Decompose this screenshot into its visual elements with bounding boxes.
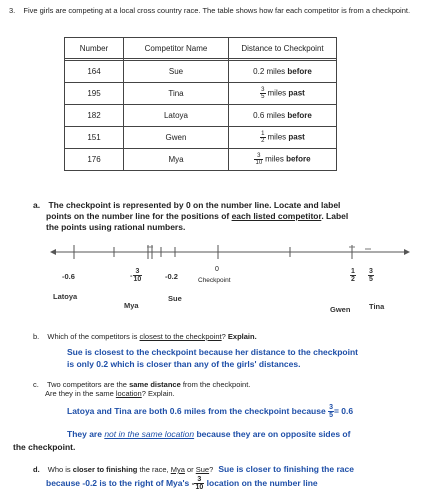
problem-intro-text: Five girls are competing at a local cross country race. The table shows how far each competitor is from a checkpoint.: [23, 6, 411, 15]
part-d-answer-line-2: because -0.2 is to the right of Mya's - $\frac{3}{10}$ location on the number line: [46, 476, 318, 491]
distance-direction: past: [288, 132, 305, 142]
name-mya: Mya: [124, 301, 139, 310]
cell-number: 176: [65, 149, 124, 171]
part-a-question: [33, 200, 413, 233]
distance-text: miles: [267, 132, 289, 142]
problem-intro: [9, 6, 414, 15]
part-letter: b.: [33, 332, 40, 341]
table-row: [65, 83, 337, 105]
part-c-answer-line-2: They are not in the same location because they are on opposite sides of: [67, 429, 351, 439]
cell-number: 164: [65, 61, 124, 83]
fraction: $\frac{3}{10}$: [255, 153, 263, 166]
cell-distance: [229, 127, 337, 149]
part-a-line-1: a. The checkpoint is represented by 0 on the number line. Locate and label: [33, 200, 341, 210]
part-c-answer-line-1: Latoya and Tina are both 0.6 miles from the checkpoint because $\frac{3}{5}$ = 0.6: [67, 404, 354, 419]
cell-name: Tina: [124, 83, 229, 105]
part-d-question: d. Who is closer to finishing the race, Mya or Sue? Sue is closer to finishing the race: [33, 464, 354, 474]
column-header: Distance to Checkpoint: [229, 38, 337, 59]
table-row: [65, 61, 337, 83]
cell-number: 195: [65, 83, 124, 105]
cell-distance: [229, 149, 337, 171]
cell-distance: [229, 83, 337, 105]
distance-direction: before: [287, 111, 312, 120]
cell-name: Sue: [124, 61, 229, 83]
cell-name: Latoya: [124, 105, 229, 127]
part-letter: c.: [33, 380, 39, 389]
label-checkpoint: Checkpoint: [198, 277, 231, 284]
cell-name: Mya: [124, 149, 229, 171]
label-neg-3-10: - $\frac{3}{10}$: [130, 268, 142, 283]
left-arrow-icon: [50, 249, 56, 255]
part-c-question: c. Two competitors are the same distance from the checkpoint. Are they in the same location? Explain.: [33, 380, 251, 398]
cell-distance: [229, 61, 337, 83]
distance-text: miles: [267, 88, 289, 98]
answer-line: Sue is closer to finishing the race: [218, 464, 354, 474]
table-row: [65, 149, 337, 171]
table-header-row: [65, 38, 337, 59]
distance-text: 0.2 miles: [253, 67, 288, 76]
name-tina: Tina: [369, 302, 385, 311]
cell-name: Gwen: [124, 127, 229, 149]
part-a-line-3: the points using rational numbers.: [46, 222, 186, 232]
problem-number: 3.: [9, 6, 16, 15]
distance-direction: past: [288, 88, 305, 98]
answer-line: is only 0.2 which is closer than any of the girls' distances.: [67, 359, 301, 369]
distance-direction: before: [286, 154, 311, 164]
name-gwen: Gwen: [330, 305, 351, 314]
fraction: $\frac{3}{10}$: [195, 476, 204, 491]
name-latoya: Latoya: [53, 292, 78, 301]
part-b-question: b. Which of the competitors is closest to the checkpoint? Explain.: [33, 332, 257, 341]
cell-number: 151: [65, 127, 124, 149]
table-row: [65, 127, 337, 149]
part-letter: d.: [33, 465, 40, 474]
distance-text: 0.6 miles: [253, 111, 288, 120]
label-neg-0-6: -0.6: [62, 272, 75, 281]
part-letter: a.: [33, 200, 41, 210]
table-row: [65, 105, 337, 127]
right-arrow-icon: [404, 249, 410, 255]
fraction: $\frac{3}{5}$: [261, 87, 265, 100]
column-header: Number: [65, 38, 124, 59]
distance-text: miles: [265, 154, 287, 164]
answer-line: Sue is closest to the checkpoint because her distance to the checkpoint: [67, 347, 358, 357]
part-c-answer-line-3: the checkpoint.: [13, 442, 76, 452]
cell-number: 182: [65, 105, 124, 127]
label-one-half: $\frac{1}{2}$: [351, 268, 355, 283]
label-neg-0-2: -0.2: [165, 272, 178, 281]
distance-direction: before: [287, 67, 312, 76]
number-line: [40, 240, 420, 264]
part-b-answer: [67, 346, 417, 370]
cell-distance: [229, 105, 337, 127]
label-zero: 0: [215, 266, 219, 273]
fraction: $\frac{3}{5}$: [329, 404, 333, 419]
part-a-line-2: points on the number line for the positions of each listed competitor. Label: [46, 211, 349, 221]
distance-table: [64, 37, 337, 171]
fraction: $\frac{1}{2}$: [261, 131, 265, 144]
label-three-fifths: $\frac{3}{5}$: [369, 268, 373, 283]
name-sue: Sue: [168, 294, 182, 303]
column-header: Competitor Name: [124, 38, 229, 59]
